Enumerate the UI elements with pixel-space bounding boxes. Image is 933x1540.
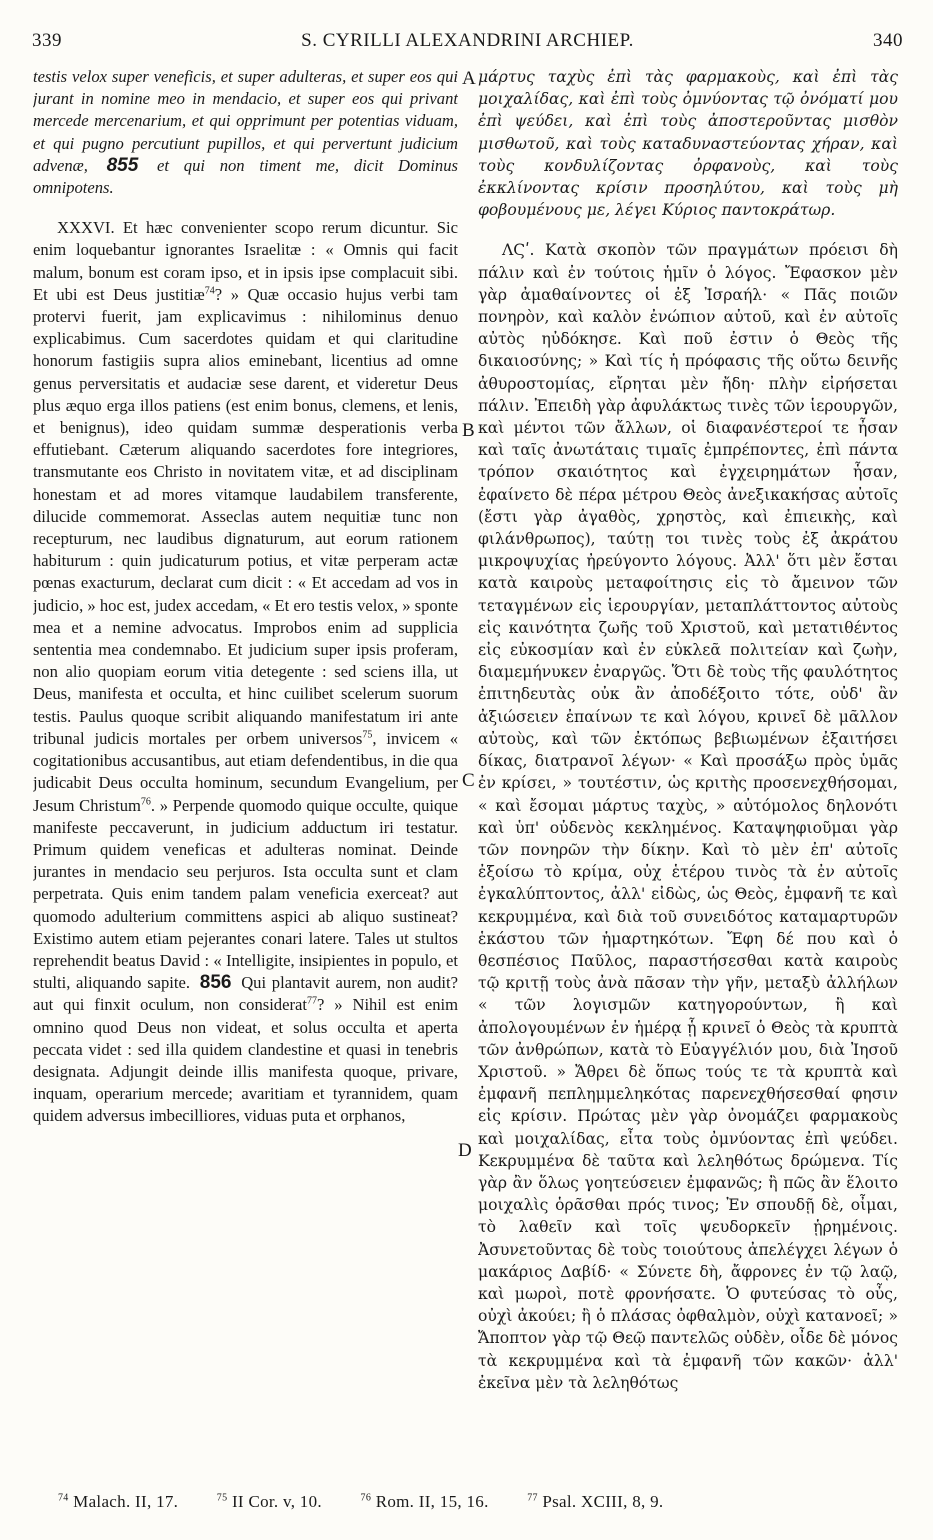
footnote-75: $^{75}$ II Cor. v, 10. (216, 1492, 322, 1511)
page-number-right: 340 (873, 30, 903, 51)
footnote-ref-75: 75 (362, 729, 373, 741)
margin-letter-d: D (458, 1140, 472, 1161)
footnotes (58, 1492, 903, 1512)
latin-quote: testis velox super veneficis, et super adulteras, et super eos qui jurant in nomine meo in mendacio, et super eos qui privant mercede mercenarium, et qui opprimunt per potentias viduam, et qui pugno percutiunt pupillos, et qui pervertunt judicium advenæ, 855 et qui non timent me, dicit Dominus omnipotens. (33, 67, 458, 198)
footnote-74: $^{74}$ Malach. II, 17. (58, 1492, 179, 1511)
greek-section-number: ΛϚʹ. (502, 241, 535, 260)
margin-letter-b: B (462, 420, 475, 441)
margin-letter-a: A (462, 68, 476, 89)
greek-quote: μάρτυς ταχὺς ἐπὶ τὰς φαρμακοὺς, καὶ ἐπὶ τὰς μοιχαλίδας, καὶ ἐπὶ τοὺς ὀμνύοντας τῷ ὀνόματί μου ἐπὶ ψεύδει, καὶ ἐπὶ τοὺς ἀποστεροῦντας μισθὸν μισθωτοῦ, καὶ τοὺς καταδυναστεύοντας χήραν, καὶ τοὺς κονδυλίζοντας ὀρφανοὺς, καὶ τοὺς ἐκκλίνοντας κρίσιν προσηλύτου, καὶ τοὺς μὴ φοβουμένους με, λέγει Κύριος παντοκράτωρ. (478, 68, 898, 220)
latin-column (33, 66, 458, 1446)
running-title: S. CYRILLI ALEXANDRINI ARCHIEP. (301, 30, 634, 51)
latin-section: XXXVI. Et hæc convenienter scopo rerum dicuntur. Sic enim loquebantur ignorantes Israelitæ : « Omnis qui facit malum, bonum est coram ipso, et in ipsis ipse complacuit sibi. Et ubi est Deus justitiæ$^{74}$? » Quæ occasio hujus verbi tam protervi fuerit, jam explicavimus : nihilominus denuo explicabimus. Cum sacerdotes quidam et qui claritudine honorum fastigiis supra alios eminebant, licentius ad omne genus perversitatis et audaciæ sese darent, et videretur Deus plus æquo erga illos patiens (est enim bonus, clemens, et lenis, et benignus), ideo quidam summæ desperationis verba effutiebant. Cæterum aliquando sacerdotes fore integriores, transmutante eos Christo in novitatem vitæ, et ad disciplinam honestam et ad mores vitamque laudabilem transferente, dilucide commemorat. Asseclas autem nequitiæ tunc non recepturum, nec laudibus dignaturum, aut eorum rationem habiturum : quin judicaturum potius, et vitæ perperam actæ pœnas exacturum, declarat cum dicit : « Et accedam ad vos in judicio, » hoc est, judex accedam, « Et ero testis velox, » sponte mea et a nemine advocatus. Improbos enim ad supplicia sententia mea condemnabo. Et judicium super ipsis proferam, non alio quopiam eorum vitia detegente : sed sciens illa, ut Deus, manifesta et occulta, et hinc cuilibet scelerum suorum testis. Paulus quoque scribit aliquando manifestatum iri ante tribunal judicis mortales per orbem universos$^{75}$, invicem « cogitationibus accusantibus, aut etiam defendentibus, in die qua judicabit Deus occulta hominum, secundum Evangelium, per Jesum Christum$^{76}$. » Perpende quomodo quique occulte, quique manifeste peccaverunt, in judicium adductum iri testatur. Primum quidem veneficas et adulteras nominat. Deinde jurantes in mendacio seu perjuros. Ista occulta sunt et clam perpetrata. Quis enim tandem palam veneficia exerceat? aut quomodo adulterium committens aspici ab aliquo sustineat? Existimo autem etiam pejerantes conari latere. Tales ut stultos reprehendit beatus David : « Intelligite, insipientes in populo, et stulti, aliquando sapite. 856 Qui plantavit aurem, non audit? aut qui finxit oculum, non considerat$^{77}$? » Nihil est enim omnino quod Deus non videat, et solus occulta et aperta peccata videt : sed illa quidem clandestine et quasi in tenebris designata. Adjungit deinde illis manifesta quoque, privare, inquam, operarium mercede; avaritiam et tyrannidem, quam quidem adversus imbecilliores, viduas puta et orphanos, (33, 218, 458, 1126)
footnote-ref-74: 74 (204, 285, 215, 297)
footnote-ref-76: 76 (140, 795, 151, 807)
footnote-76: $^{76}$ Rom. II, 15, 16. (360, 1492, 489, 1511)
page-number-left: 339 (32, 30, 62, 51)
latin-section-number: XXXVI. (57, 218, 115, 238)
greek-section: ΛϚʹ. Κατὰ σκοπὸν τῶν πραγμάτων πρόεισι δὴ πάλιν καὶ ἐν τούτοις ἡμῖν ὁ λόγος. Ἔφασκον μὲν γὰρ ἀμαθαίνοντες οἱ ἐξ Ἰσραήλ· « Πᾶς ποιῶν πονηρὸν, καὶ καλὸν ἐνώπιον αὐτοῦ, καὶ ἐν αὐτοῖς αὐτὸς ηὐδόκησε. Καὶ ποῦ ἐστιν ὁ Θεὸς τῆς δικαιοσύνης; » Καὶ τίς ἡ πρόφασις τῆς οὕτω δεινῆς ἀθυροστομίας, εἴρηται μὲν ἤδη· πλὴν εἰρήσεται πάλιν. Ἐπειδὴ γὰρ ἀφυλάκτως τινὲς τῶν ἱερουργῶν, καὶ μέντοι τῶν ἄλλων, οἱ διαφανέστεροί τε ἦσαν καὶ ταῖς ἀνωτάταις τιμαῖς ἐμπρέποντες, ἐπὶ πάντα τρόπον σκαιότητος καὶ ἐγχειρημάτων ἧσαν, ἐφαίνετο δὲ πέρα μέτρου Θεὸς ἀνεξικακήσας αὐτοῖς (ἔστι γὰρ ἀγαθὸς, χρηστὸς, καὶ ἐπιεικὴς, καὶ φιλάνθρωπος), ταύτῃ τοι τινὲς τοὺς ἐξ ἀκράτου μικροψυχίας ἠρεύγοντο λόγους. Ἀλλ' ὅτι μὲν ἔσται κατὰ καιροὺς μεταφοίτησις εἰς τὸ ἄμεινον τῶν τεταγμένων εἰς ἱερουργίαν, μεταπλάττοντος αὐτοὺς εἰς καινότητα ζωῆς τοῦ Χριστοῦ, καὶ μετατιθέντος εἰς εὐκοσμίαν καὶ ἐν εὐκλεᾶ πολιτείαν καὶ ζωὴν, διαμεμήνυκεν ἐναργῶς. Ὅτι δὲ τοὺς τῆς φαυλότητος ἐπιτηδευτὰς οὐκ ἂν ἀποδέξοιτο τότε, οὐδ' ἂν ἀξιώσειεν ἐπαίνων τε καὶ λόγου, κρινεῖ δὲ μᾶλλον αὐτοὺς, καὶ τῶν ἐκτόπως βεβιωμένων ἐξαιτήσει δίκας, διατρανοῖ λέγων· « Καὶ προσάξω πρὸς ὑμᾶς ἐν κρίσει, » τουτέστιν, ὡς κριτὴς προσενεχθήσομαι, « καὶ ἔσομαι μάρτυς ταχὺς, » αὐτόμολος δηλονότι καὶ ὑπ' οὐδενὸς κεκλημένος. Καταψηφιοῦμαι γὰρ τῶν πονηρῶν τὴν δίκην. Καὶ τὸ μὲν ἐπ' αὐτοῖς ἐξοίσω τὸ κρίμα, οὐχ ἑτέρου τινὸς τὰ ἐν αὐτοῖς ἐγκαλύπτοντος, ἀλλ' εἰδὼς, ὡς Θεὸς, ἐμφανῆ τε καὶ κεκρυμμένα, καὶ διὰ τοῦ συνειδότος καταμαρτυρῶν ἑκάστου τῶν ἡμαρτηκότων. Ἔφη δέ που καὶ ὁ θεσπέσιος Παῦλος, παραστήσεσθαι κατὰ καιροὺς τῷ κριτῇ τοὺς ἀνὰ πᾶσαν τὴν γῆν, μεταξὺ ἀλλήλων « τῶν λογισμῶν κατηγορούντων, ἢ καὶ ἀπολογουμένων ἐν ἡμέρᾳ ᾗ κρινεῖ ὁ Θεὸς τὰ κρυπτὰ τῶν ἀνθρώπων, κατὰ τὸ Εὐαγγέλιόν μου, διὰ Ἰησοῦ Χριστοῦ. » Ἄθρει δὲ ὅπως τούς τε τὰ κρυπτὰ καὶ ἐμφανῆ πεπλημμεληκότας παρενεχθήσεσθαί φησιν εἰς κρίσιν. Πρώτας μὲν γὰρ ὀνομάζει φαρμακοὺς καὶ μοιχαλίδας, εἶτα τοὺς ὀμνύοντας ἐπὶ ψεύδει. Κεκρυμμένα δὲ ταῦτα καὶ λεληθότως δρώμενα. Τίς γὰρ ἂν ὅλως γοητεύσειεν ἐμφανῶς; ἢ πῶς ἂν ἕλοιτο μοιχαλὶς ὁρᾶσθαι πρός τινος; Ἐν σπουδῇ δὲ, οἶμαι, τὸ λαθεῖν καὶ τοῖς ψευδορκεῖν ᾑρημένοις. Ἀσυνετοῦντας δὲ τοὺς τοιούτους ἀπελέγχει λέγων ὁ μακάριος Δαβίδ· « Σύνετε δὴ, ἄφρονες ἐν τῷ λαῷ, καὶ μωροὶ, ποτὲ φρονήσατε. Ὁ φυτεύσας τὸ οὖς, οὐχὶ ἀκούει; ἢ ὁ πλάσας ὀφθαλμὸν, οὐχὶ κατανοεῖ; » Ἄποπτον γὰρ τῷ Θεῷ παντελῶς οὐδὲν, οἶδε δὲ μόνος τὰ κεκρυμμένα καὶ τὰ ἐμφανῆ τῶν κακῶν· ἀλλ' ἐκεῖνα μὲν τὰ λεληθότως (478, 241, 898, 1392)
footnote-77: $^{77}$ Psal. XCIII, 8, 9. (527, 1492, 664, 1511)
margin-letter-c: C (462, 770, 475, 791)
greek-column (478, 66, 898, 1446)
page-header (32, 30, 903, 60)
footnote-ref-77: 77 (306, 995, 317, 1007)
margin-number-856: 856 (199, 972, 232, 994)
margin-number-855: 855 (106, 154, 139, 176)
